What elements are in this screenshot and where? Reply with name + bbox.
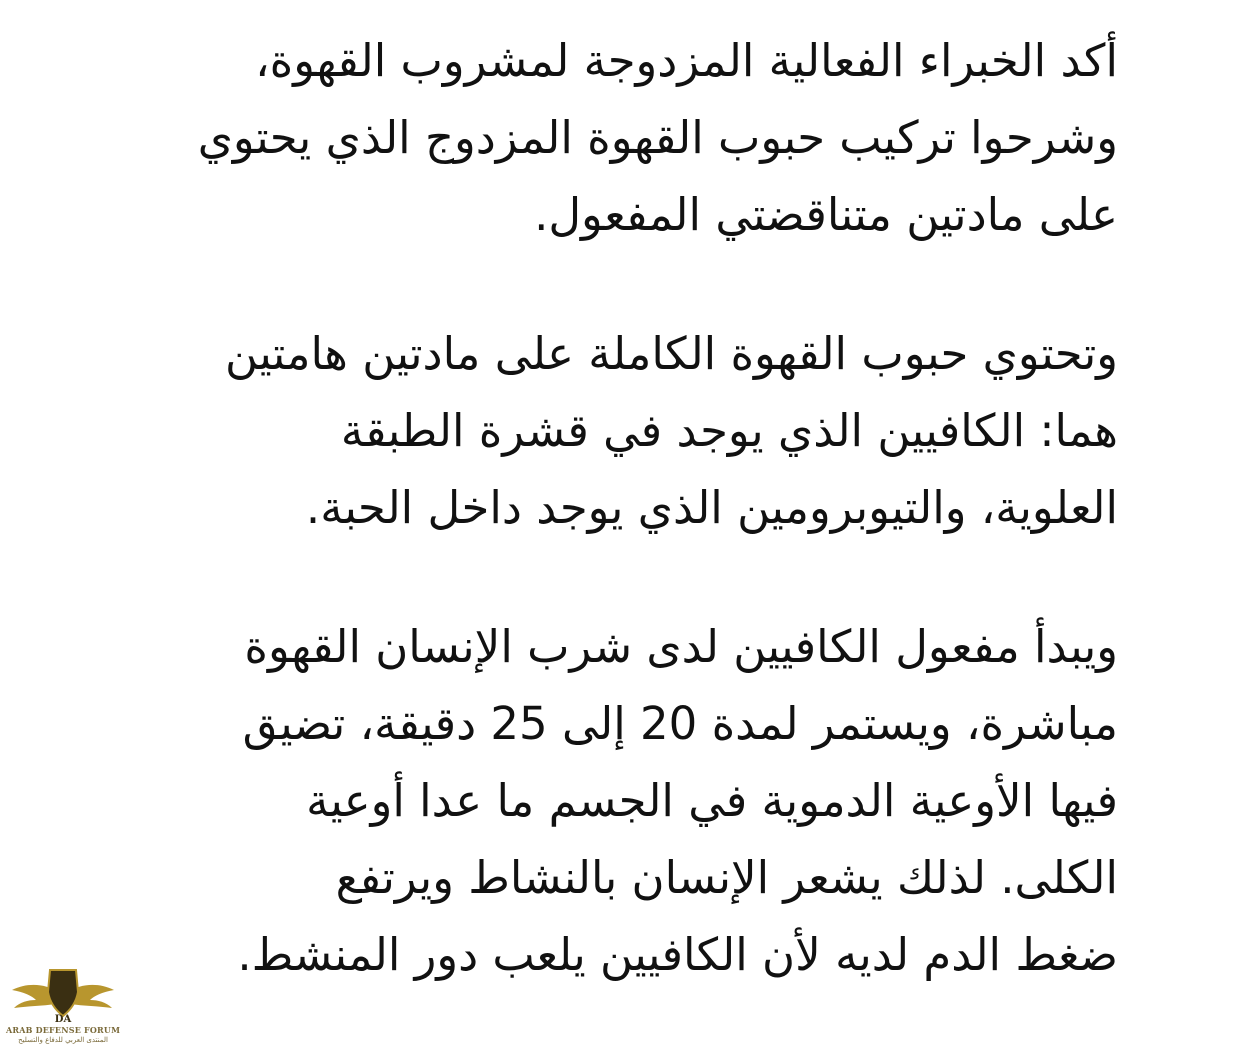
watermark-name-en: ARAB DEFENSE FORUM bbox=[6, 1025, 121, 1035]
text-line: الكلى. لذلك يشعر الإنسان بالنشاط ويرتفع bbox=[335, 851, 1118, 904]
text-line: ضغط الدم لديه لأن الكافيين يلعب دور المنشط. bbox=[237, 928, 1118, 981]
text-line: أكد الخبراء الفعالية المزدوجة لمشروب القهوة، bbox=[255, 34, 1118, 87]
winged-shield-icon bbox=[6, 962, 120, 1026]
paragraph-1 bbox=[120, 22, 1118, 253]
text-line: فيها الأوعية الدموية في الجسم ما عدا أوعية bbox=[306, 774, 1118, 827]
text-line: العلوية، والتيوبرومين الذي يوجد داخل الحبة. bbox=[305, 481, 1118, 534]
text-line: ويبدأ مفعول الكافيين لدى شرب الإنسان القهوة bbox=[244, 620, 1118, 673]
watermark-name-ar: المنتدى العربي للدفاع والتسليح bbox=[18, 1036, 108, 1044]
text-line: على مادتين متناقضتي المفعول. bbox=[534, 188, 1118, 241]
logo-monogram: DA bbox=[54, 1014, 72, 1025]
paragraph-2 bbox=[120, 315, 1118, 546]
text-line: وتحتوي حبوب القهوة الكاملة على مادتين هامتين bbox=[224, 327, 1118, 380]
text-line: مباشرة، ويستمر لمدة 20 إلى 25 دقيقة، تضيق bbox=[242, 697, 1118, 750]
forum-watermark-logo bbox=[6, 962, 120, 1048]
article-body bbox=[120, 22, 1118, 1055]
text-line: هما: الكافيين الذي يوجد في قشرة الطبقة bbox=[340, 404, 1118, 457]
text-line: وشرحوا تركيب حبوب القهوة المزدوج الذي يحتوي bbox=[197, 111, 1118, 164]
paragraph-3 bbox=[120, 608, 1118, 993]
